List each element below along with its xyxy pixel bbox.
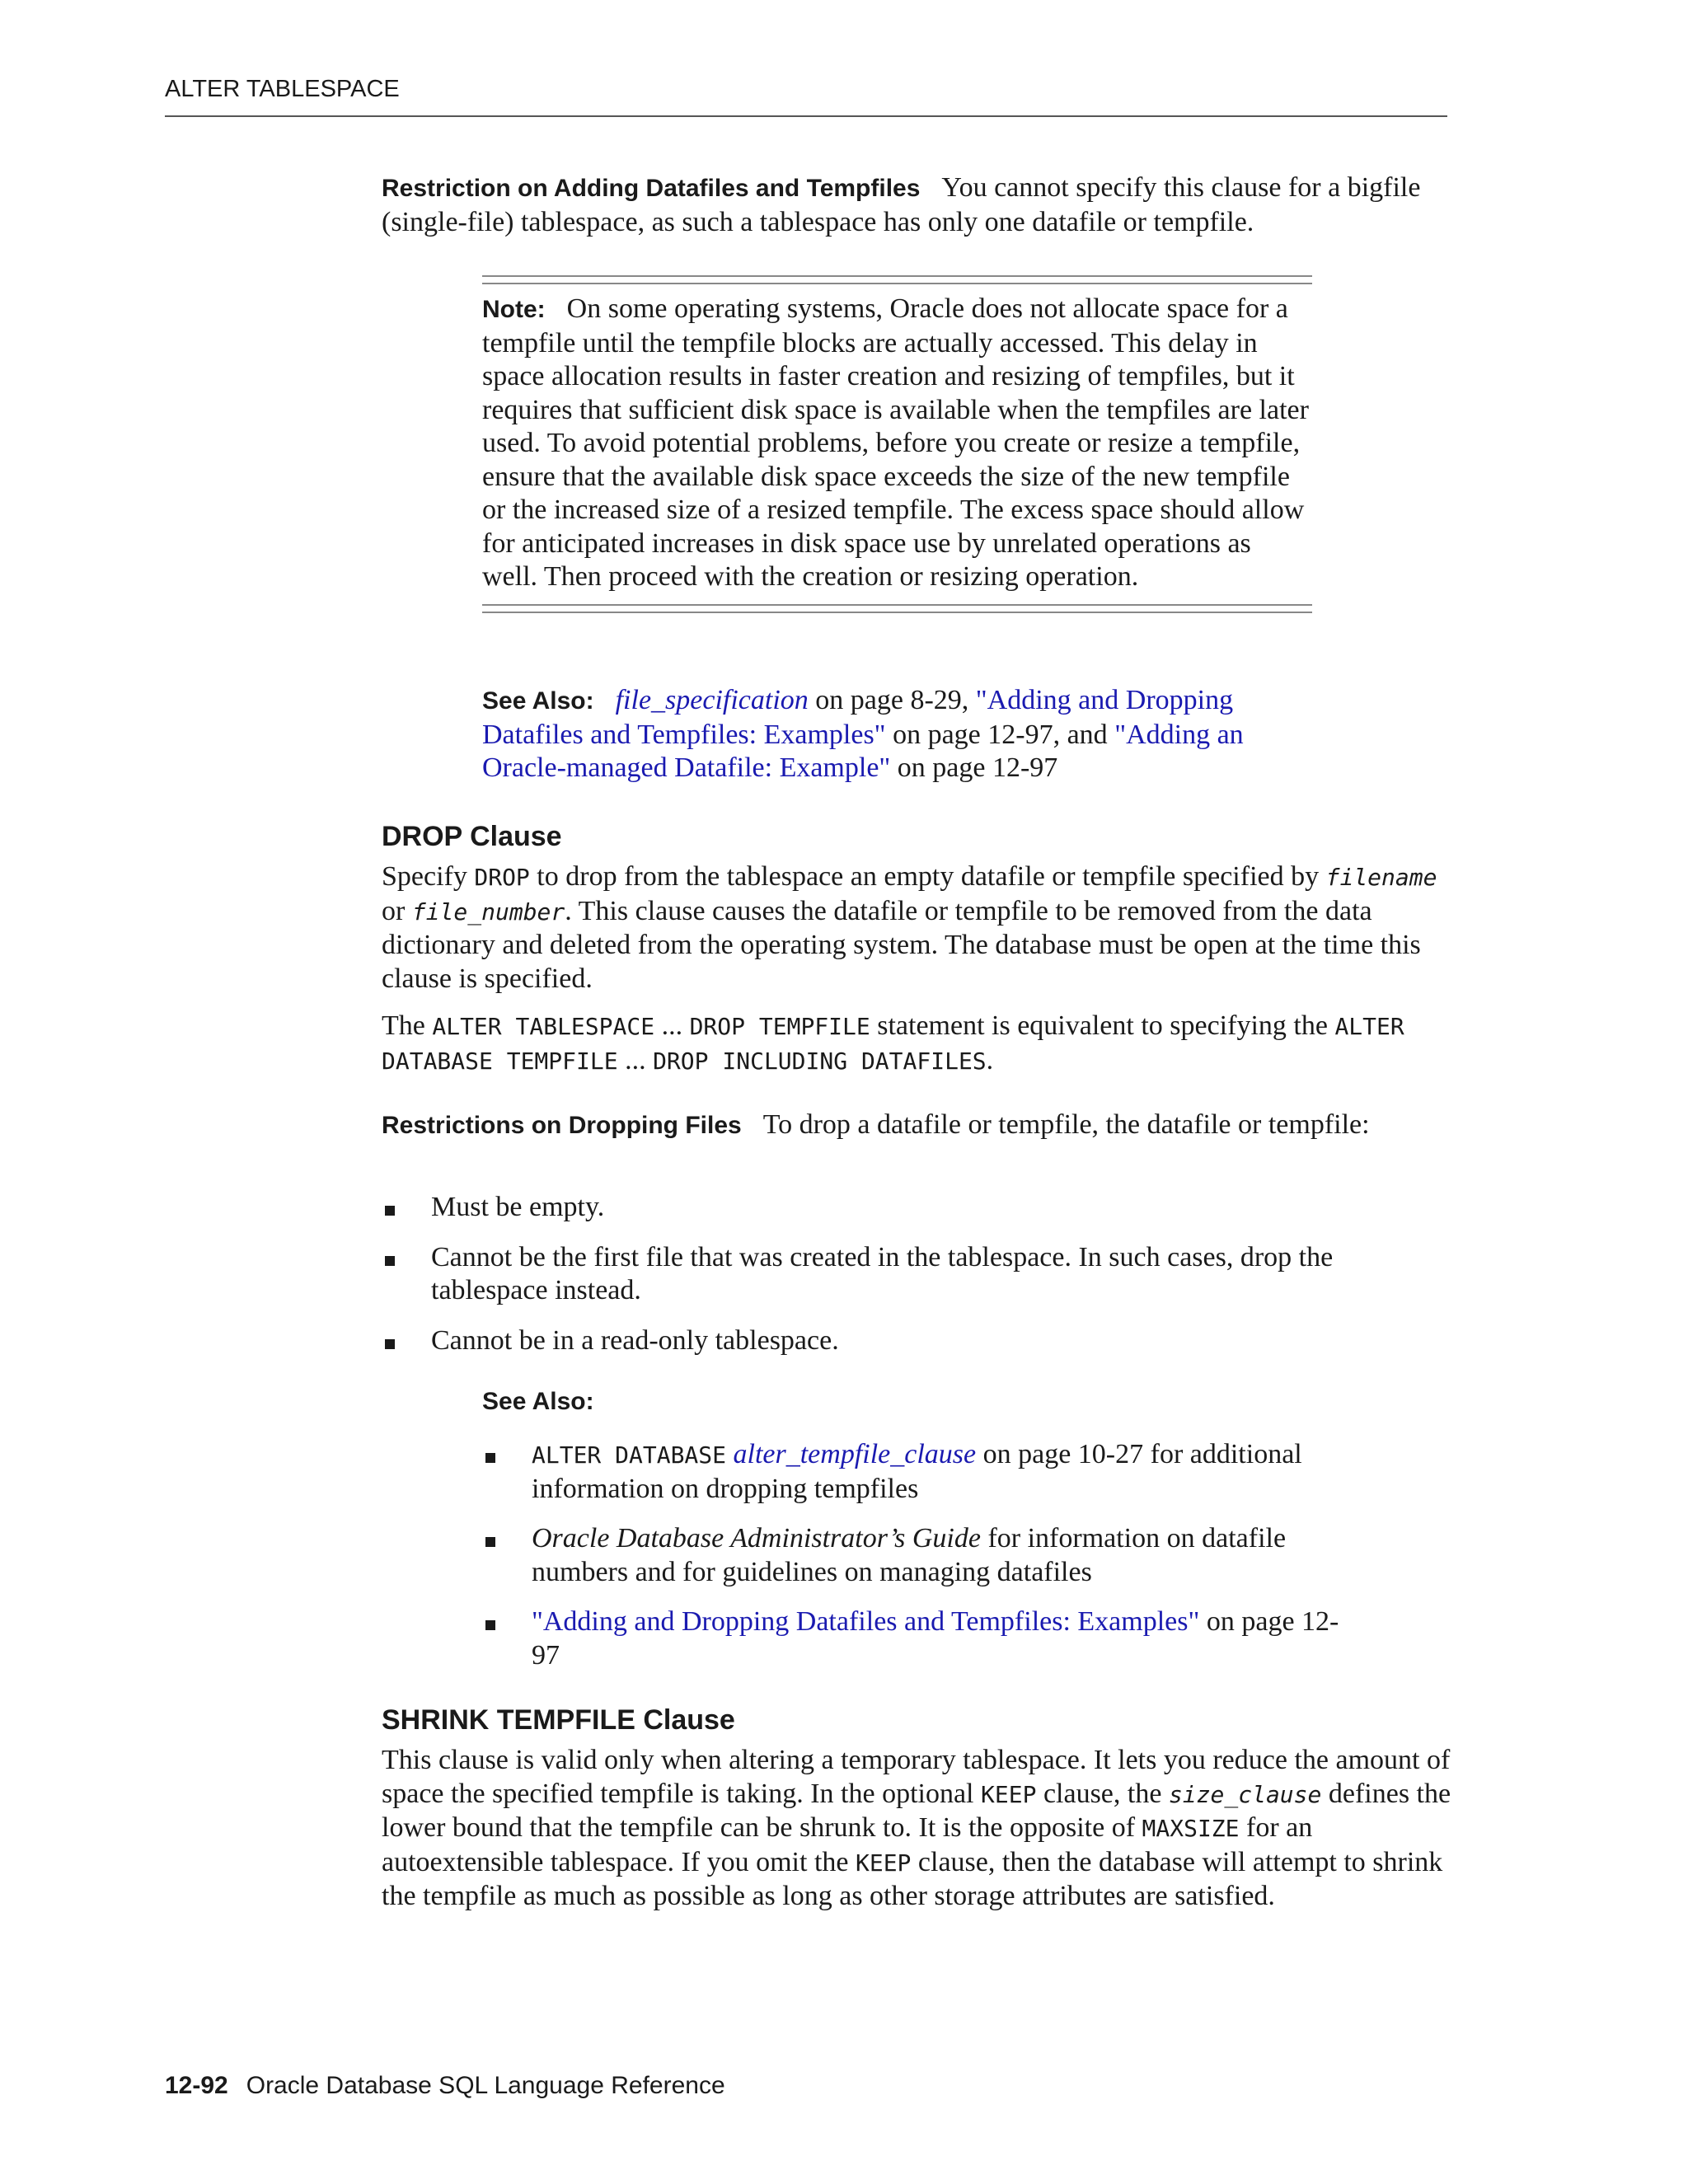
text: for an autoextensible tablespace. If you omit the — [382, 1812, 1313, 1877]
restriction-adding-paragraph — [382, 171, 1445, 239]
note-text: On some operating systems, Oracle does not allocate space for a tempfile until the tempfile blocks are actually accessed. This delay in space allocation results in faster creation and resizing of tempfiles, but it requires that sufficient disk space is available when the tempfiles are later used. To avoid potential problems, before you create or resize a tempfile, ensure that the available disk space exceeds the size of the new tempfile or the increased size of a resized tempfile. The excess space should allow for anticipated increases in disk space use by unrelated operations as well. Then proceed with the creation or resizing operation. — [482, 293, 1309, 592]
see-also-list — [482, 1438, 1339, 1689]
text: defines the lower bound that the tempfile can be shrunk to. It is the opposite of — [382, 1778, 1451, 1843]
drop-tempfile-equivalence-paragraph — [382, 1010, 1453, 1078]
restrictions-dropping-text: To drop a datafile or tempfile, the datafile or tempfile: — [762, 1109, 1370, 1140]
code-maxsize: MAXSIZE — [1142, 1815, 1240, 1842]
code-file-number: file_number — [411, 898, 565, 926]
adding-oracle-managed-datafile-link[interactable]: "Adding an Oracle-managed Datafile: Example" — [482, 719, 1244, 783]
list-item — [482, 1522, 1339, 1589]
code-keep: KEEP — [981, 1780, 1037, 1808]
drop-clause-heading: DROP Clause — [382, 821, 562, 852]
bullet-square-icon — [485, 1537, 495, 1547]
drop-restrictions-list — [382, 1191, 1453, 1374]
list-item — [382, 1191, 1453, 1225]
list-item — [482, 1438, 1339, 1506]
list-item — [382, 1241, 1453, 1308]
note-bottom-rule — [482, 604, 1312, 613]
code-filename: filename — [1325, 864, 1437, 891]
note-top-rule — [482, 275, 1312, 284]
note-lead: Note: — [482, 296, 546, 323]
restrictions-dropping-paragraph — [382, 1108, 1453, 1143]
see-also-text: on page 12-97, and — [885, 719, 1115, 750]
text: . This clause causes the datafile or tempfile to be removed from the data dictionary and deleted from the operating system. The database must be open at the time this clause is specified. — [382, 895, 1421, 994]
code-alter-database: ALTER DATABASE — [532, 1441, 727, 1469]
book-title: Oracle Database SQL Language Reference — [246, 2072, 725, 2099]
restrictions-dropping-lead: Restrictions on Dropping Files — [382, 1112, 742, 1139]
text: ... — [654, 1010, 690, 1041]
bullet-square-icon — [385, 1206, 395, 1216]
see-also-lead: See Also: — [482, 687, 594, 715]
code-alter-tablespace: ALTER TABLESPACE — [432, 1013, 655, 1040]
bullet-square-icon — [385, 1339, 395, 1349]
list-item-text: Cannot be in a read-only tablespace. — [431, 1324, 839, 1356]
restriction-adding-text: You cannot specify this clause for a bigfile (single-file) tablespace, as such a tablespace has only one datafile or tempfile. — [382, 172, 1421, 237]
running-header: ALTER TABLESPACE — [165, 76, 400, 102]
restriction-adding-lead: Restriction on Adding Datafiles and Tempfiles — [382, 175, 921, 202]
text: Specify — [382, 861, 475, 892]
list-item-text: Must be empty. — [431, 1192, 605, 1222]
header-rule — [165, 115, 1447, 117]
text: . — [986, 1044, 994, 1076]
list-item-text: Cannot be the first file that was created in the tablespace. In such cases, drop the tablespace instead. — [431, 1241, 1334, 1305]
list-item — [482, 1605, 1339, 1672]
text: clause, the — [1036, 1778, 1169, 1809]
see-also-lead: See Also: — [482, 1388, 594, 1415]
code-size-clause: size_clause — [1168, 1780, 1322, 1808]
admin-guide-title: Oracle Database Administrator’s Guide — [532, 1523, 981, 1554]
text: ... — [617, 1044, 654, 1076]
text: to drop from the tablespace an empty datafile or tempfile specified by — [529, 861, 1326, 892]
bullet-square-icon — [485, 1620, 495, 1630]
shrink-tempfile-heading: SHRINK TEMPFILE Clause — [382, 1704, 735, 1736]
note-box — [482, 275, 1312, 613]
see-also-text: on page 12-97 — [890, 752, 1058, 783]
list-item-text: for information on datafile numbers and for guidelines on managing datafiles — [532, 1523, 1287, 1587]
drop-clause-paragraph — [382, 860, 1453, 996]
alter-tempfile-clause-link[interactable]: alter_tempfile_clause — [733, 1439, 977, 1469]
page-footer — [165, 2072, 725, 2100]
adding-dropping-examples-link[interactable]: "Adding and Dropping Datafiles and Tempfiles: Examples" — [482, 685, 1234, 750]
code-drop-tempfile: DROP TEMPFILE — [689, 1013, 870, 1040]
code-alter-database-tempfile: ALTER DATABASE TEMPFILE — [382, 1013, 1404, 1075]
text: This clause is valid only when altering a temporary tablespace. It lets you reduce the amount of space the specified tempfile is taking. In the optional — [382, 1745, 1451, 1809]
shrink-tempfile-paragraph — [382, 1744, 1453, 1914]
adding-dropping-examples-link[interactable]: "Adding and Dropping Datafiles and Tempfiles: Examples" — [532, 1606, 1200, 1637]
text: clause, then the database will attempt to shrink the tempfile as much as possible as long as other storage attributes are satisfied. — [382, 1846, 1443, 1911]
code-drop: DROP — [474, 864, 530, 891]
page-number: 12-92 — [165, 2072, 228, 2099]
bullet-square-icon — [485, 1453, 495, 1463]
file-specification-link[interactable]: file_specification — [615, 685, 809, 715]
see-also-text: on page 8-29, — [808, 685, 976, 715]
list-item — [382, 1324, 1453, 1358]
code-keep: KEEP — [855, 1849, 912, 1877]
text: statement is equivalent to specifying the — [870, 1010, 1335, 1041]
bullet-square-icon — [385, 1256, 395, 1266]
list-item-text: on page 12-97 — [532, 1606, 1339, 1671]
code-drop-including-datafiles: DROP INCLUDING DATAFILES — [653, 1047, 987, 1075]
text: or — [382, 895, 412, 926]
see-also-file-spec — [482, 684, 1315, 785]
list-item-text: on page 10-27 for additional information on dropping tempfiles — [532, 1439, 1302, 1504]
text: The — [382, 1010, 433, 1041]
note-paragraph — [482, 293, 1312, 594]
